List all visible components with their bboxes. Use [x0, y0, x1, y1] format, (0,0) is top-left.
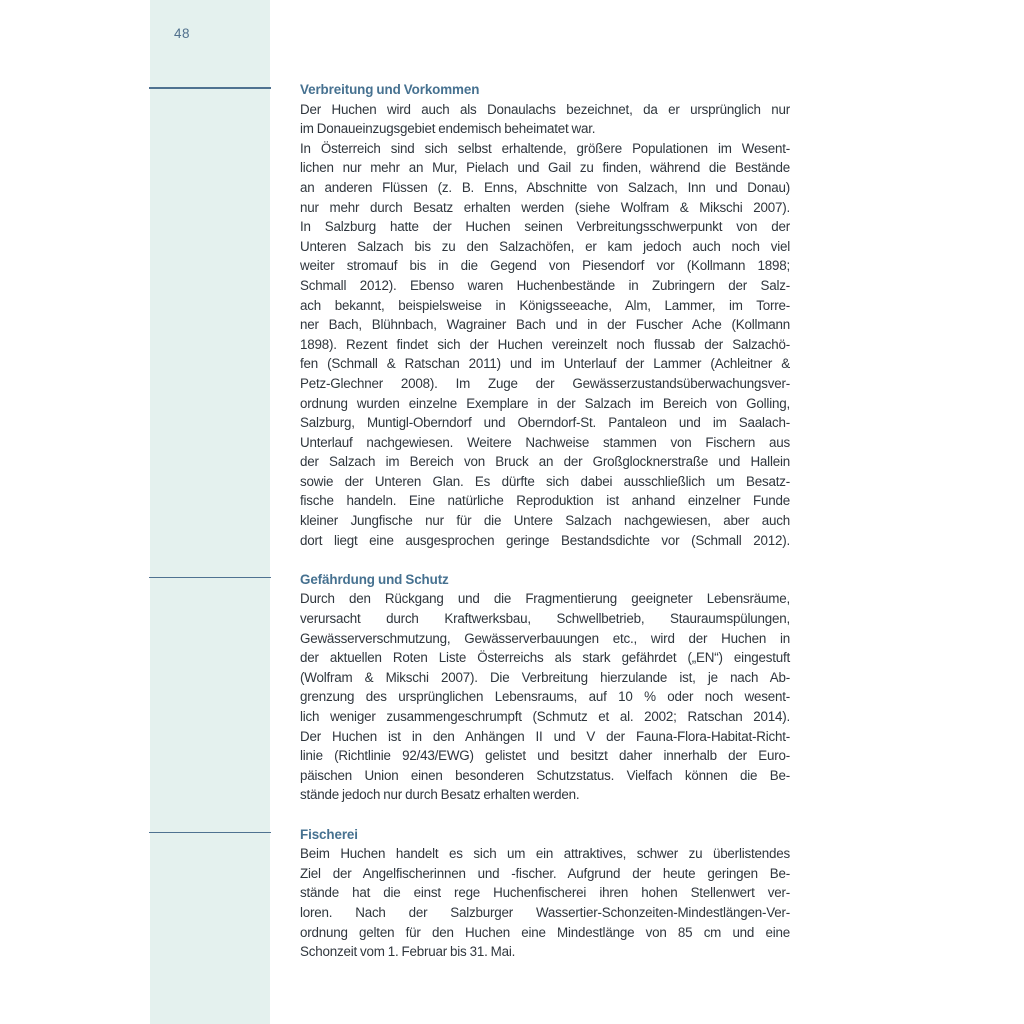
- text-line: Beim Huchen handelt es sich um ein attraktives, schwer zu überlistendes: [300, 846, 790, 862]
- text-line: In Salzburg hatte der Huchen seinen Verbreitungsschwerpunkt von der: [300, 219, 790, 235]
- text-line: kleiner Jungfische nur für die Untere Salzach nachgewiesen, aber auch: [300, 513, 790, 529]
- text-line: weiter stromauf bis in die Gegend von Piesendorf vor (Kollmann 1898;: [300, 258, 790, 274]
- text-line: ner Bach, Blühnbach, Wagrainer Bach und in der Fuscher Ache (Kollmann: [300, 317, 790, 333]
- text-line: an anderen Flüssen (z. B. Enns, Abschnitte von Salzach, Inn und Donau): [300, 179, 790, 195]
- text-line: Salzburg, Muntigl-Oberndorf und Oberndorf-St. Pantaleon und im Saalach-: [300, 415, 790, 431]
- text-line: 1898). Rezent findet sich der Huchen vereinzelt noch flussab der Salzachö-: [300, 336, 790, 352]
- text-line: lichen nur mehr an Mur, Pielach und Gail zu finden, während die Bestände: [300, 160, 790, 176]
- text-line: stände hat die einst rege Huchenfischerei ihren hohen Stellenwert ver-: [300, 885, 790, 901]
- text-line: grenzung des ursprünglichen Lebensraums, auf 10 % oder noch wesent-: [300, 689, 790, 705]
- text-line: stände jedoch nur durch Besatz erhalten werden.: [300, 787, 580, 803]
- text-line: der aktuellen Roten Liste Österreichs als stark gefährdet („EN“) eingestuft: [300, 650, 790, 666]
- text-line: dort liegt eine ausgesprochen geringe Bestandsdichte vor (Schmall 2012).: [300, 532, 790, 548]
- text-line: loren. Nach der Salzburger Wassertier-Schonzeiten-Mindestlängen-Ver-: [300, 904, 790, 920]
- text-line: ordnung gelten für den Huchen eine Mindestlänge von 85 cm und eine: [300, 924, 790, 940]
- text-line: fen (Schmall & Ratschan 2011) und im Unterlauf der Lammer (Achleitner &: [300, 356, 790, 372]
- text-line: Unterlauf nachgewiesen. Weitere Nachweise stammen von Fischern aus: [300, 434, 790, 450]
- sidebar-band: [150, 0, 270, 1024]
- section: [300, 825, 790, 962]
- text-line: verursacht durch Kraftwerksbau, Schwellbetrieb, Stauraumspülungen,: [300, 611, 790, 627]
- text-line: In Österreich sind sich selbst erhaltende, größere Populationen im Wesent-: [300, 140, 790, 156]
- text-line: ordnung wurden einzelne Exemplare in der Salzach im Bereich von Golling,: [300, 395, 790, 411]
- text-line: im Donaueinzugsgebiet endemisch beheimatet war.: [300, 121, 596, 137]
- text-line: lich weniger zusammengeschrumpft (Schmutz et al. 2002; Ratschan 2014).: [300, 709, 790, 724]
- text-line: der Salzach im Bereich von Bruck an der Großglocknerstraße und Hallein: [300, 454, 790, 470]
- text-line: (Wolfram & Mikschi 2007). Die Verbreitung hierzulande ist, je nach Ab-: [300, 669, 790, 685]
- section-heading: Verbreitung und Vorkommen: [300, 80, 790, 100]
- text-line: Schmall 2012). Ebenso waren Huchenbestände in Zubringern der Salz-: [300, 277, 790, 293]
- text-line: Durch den Rückgang und die Fragmentierung geeigneter Lebensräume,: [300, 591, 790, 607]
- text-line: nur mehr durch Besatz erhalten werden (siehe Wolfram & Mikschi 2007).: [300, 199, 790, 215]
- text-line: fische handeln. Eine natürliche Reproduktion ist anhand einzelner Funde: [300, 493, 790, 509]
- section-heading: Fischerei: [300, 825, 790, 845]
- section: [300, 80, 790, 550]
- text-line: sowie der Unteren Glan. Es dürfte sich dabei ausschließlich um Besatz-: [300, 473, 790, 489]
- section: [300, 570, 790, 805]
- page-number: 48: [174, 26, 191, 41]
- text-line: Petz-Glechner 2008). Im Zuge der Gewässerzustandsüberwachungsver-: [300, 375, 790, 391]
- text-line: Der Huchen wird auch als Donaulachs bezeichnet, da er ursprünglich nur: [300, 101, 790, 117]
- text-line: Der Huchen ist in den Anhängen II und V der Fauna-Flora-Habitat-Richt-: [300, 728, 790, 744]
- text-line: Ziel der Angelfischerinnen und -fischer. Aufgrund der heute geringen Be-: [300, 865, 790, 881]
- text-column: [300, 80, 790, 962]
- text-line: linie (Richtlinie 92/43/EWG) gelistet und besitzt daher innerhalb der Euro-: [300, 748, 790, 764]
- text-line: Unteren Salzach bis zu den Salzachöfen, er kam jedoch auch noch viel: [300, 238, 790, 254]
- text-line: Schonzeit vom 1. Februar bis 31. Mai.: [300, 944, 516, 960]
- section-heading: Gefährdung und Schutz: [300, 570, 790, 590]
- text-line: Gewässerverschmutzung, Gewässerverbauungen etc., wird der Huchen in: [300, 630, 790, 646]
- text-line: ach bekannt, beispielsweise in Königsseeache, Alm, Lammer, im Torre-: [300, 297, 790, 313]
- text-line: päischen Union einen besonderen Schutzstatus. Vielfach können die Be-: [300, 767, 790, 783]
